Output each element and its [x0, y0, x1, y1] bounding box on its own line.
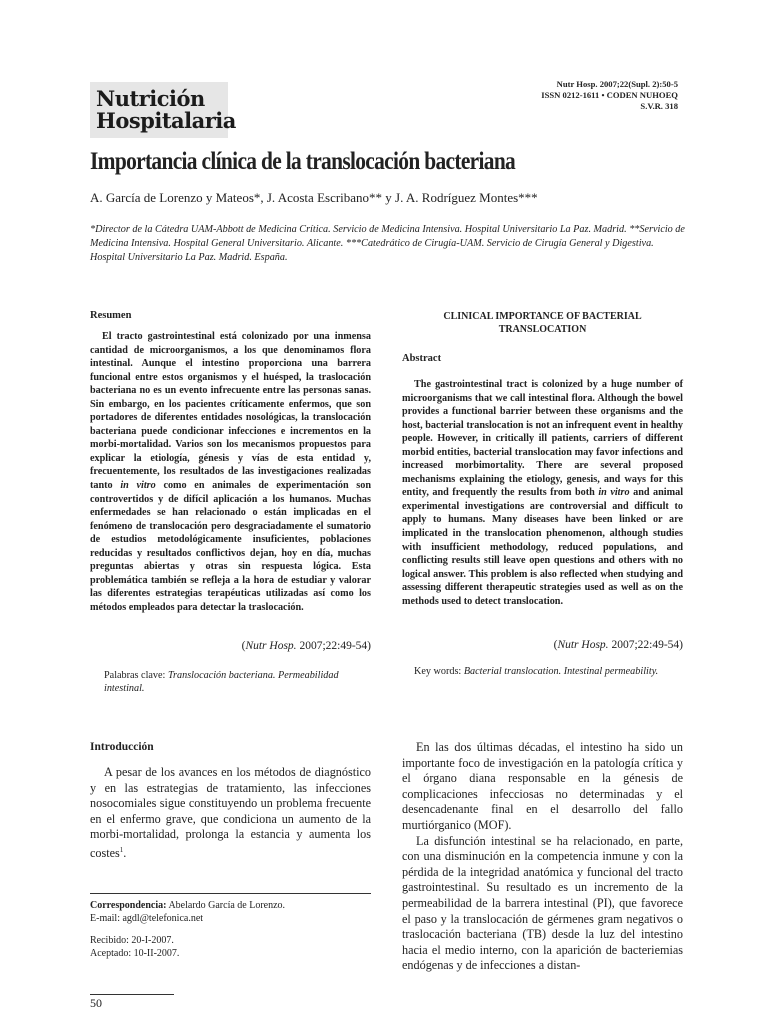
article-title: Importancia clínica de la translocación bacteriana	[90, 146, 516, 175]
footnote-ref: 1	[119, 845, 124, 854]
correspondence-name: Abelardo García de Lorenzo.	[168, 900, 286, 911]
intro-heading: Introducción	[90, 741, 154, 753]
intro-p1-end: .	[123, 846, 127, 861]
keywords-label: Palabras clave:	[104, 670, 166, 681]
resumen-text	[90, 330, 371, 614]
page-number: 50	[90, 996, 102, 1010]
abstract-keywords	[402, 665, 683, 678]
abstract-title-line1: CLINICAL IMPORTANCE OF BACTERIAL	[443, 311, 642, 322]
abstract-section	[402, 310, 683, 608]
ref-rest: 2007;22:49-54)	[296, 640, 371, 652]
correspondence	[90, 900, 371, 960]
intro-p1-text: A pesar de los avances en los métodos de diagnóstico y en las estrategias de tratamiento, las infecciones nosocomiales sigue constituyendo un problema frecuente en el enfermo grave, que condiciona un aumento de la morbi-mortalidad, prolonga la estancia y aumenta los costes	[90, 765, 371, 861]
keywords-label: Key words:	[414, 666, 462, 677]
resumen-keywords	[104, 669, 371, 695]
keywords-text: Bacterial translocation. Intestinal permeability.	[463, 666, 659, 677]
intro-right-text	[402, 740, 683, 974]
logo-line2: Hospitalaria	[96, 108, 236, 133]
ref-journal: Nutr Hosp.	[557, 639, 609, 651]
abstract-text	[402, 378, 683, 608]
abstract-heading: Abstract	[402, 353, 442, 364]
accepted-date: Aceptado: 10-II-2007.	[90, 947, 180, 959]
ref-journal: Nutr Hosp.	[245, 640, 297, 652]
page-rule	[90, 994, 174, 995]
intro-right-paragraph-2: La disfunción intestinal se ha relacionado, en parte, con una disminución en la competencia inmune y con la pérdida de la integridad anatómica y funcional del tracto gastrointestinal. Su resultado es un incremento de la permeabilidad de la barrera intestinal (PI), que favorece el paso y la translocación de gérmenes gram negativos o traslocación bacteriana (TB) desde la luz del intestino hacia el medio interno, con la aparición de bacteriemias endógenas y de infecciones a distan-	[402, 833, 683, 973]
intro-paragraph-1	[90, 765, 371, 862]
abstract-in-vitro: in vitro	[598, 487, 630, 499]
ref-open: (	[241, 640, 246, 652]
citation-line2: ISSN 0212-1611 • CODEN NUHOEQ	[541, 90, 678, 100]
correspondence-line	[90, 900, 371, 913]
authors: A. García de Lorenzo y Mateos*, J. Acosta Escribano** y J. A. Rodríguez Montes***	[90, 190, 538, 205]
citation-line1: Nutr Hosp. 2007;22(Supl. 2):50-5	[556, 79, 678, 89]
abstract-text-a: The gastrointestinal tract is colonized by a huge number of microorganisms that we call intestinal flora. Although the bowel provides a functional barrier between these organisms and the host, bacterial translocation is not an infrequent event in healthy people. However, in critically ill patients, carriers of different morbid entities, bacterial translocation may favor infections and increased morbimortality. There are several proposed mechanisms explaining the etiology, genesis, and ways for this entity, and frequently the results from both	[402, 379, 683, 499]
resumen-section	[90, 310, 371, 614]
received-date: Recibido: 20-I-2007.	[90, 935, 174, 946]
intro-right-paragraph-1: En las dos últimas décadas, el intestino ha sido un importante foco de investigación en la patología crítica y el órgano diana responsable en la génesis de complicaciones infecciosas no determinadas y el desencadenante final en el desarrollo del fallo murtiórganico (MOF).	[402, 740, 683, 832]
correspondence-email[interactable]: E-mail: agdl@telefonica.net	[90, 912, 204, 924]
resumen-heading: Resumen	[90, 310, 132, 321]
citation-line3: S.V.R. 318	[640, 101, 678, 111]
abstract-title	[402, 310, 683, 336]
intro-left-text	[90, 765, 371, 862]
ref-open: (	[553, 639, 558, 651]
abstract-reference	[402, 639, 683, 651]
abstract-title-line2: TRANSLOCATION	[498, 324, 587, 335]
keywords-text: Translocación bacteriana. Permeabilidad intestinal.	[104, 670, 339, 694]
journal-logo	[90, 82, 236, 138]
resumen-reference	[90, 640, 371, 652]
citation-block	[378, 79, 678, 112]
resumen-text-b: como en animales de experimentación son controvertidos y de difícil aplicación a los humanos. Muchas enfermedades se han relacionado o están implicadas en el fenómeno de translocación pero desgraciadamente el sumatorio de estudios metodológicamente insuficientes, poblaciones reducidas y resultados conflictivos dejan, hoy en día, muchas preguntas abiertas y otras sin respuesta lógica. Esta problemática también se refleja a la hora de estudiar y valorar las diferentes estrategias terapéuticas utilizadas así como los métodos empleados para detectar la traslocación.	[90, 480, 372, 613]
abstract-text-b: and animal experimental investigations are controversial and difficult to apply to humans. Many diseases have been linked or are implicated in the translocation phenomenon, although studies with insufficient methodology, reduced populations, and conflicting results still leave open questions and others with no logical answer. This problem is also reflected when studying and assessing different therapeutic strategies used as well as on the methods used to detect translocation.	[402, 487, 684, 607]
resumen-text-a: El tracto gastrointestinal está colonizado por una inmensa cantidad de microorganismos, a los que denominamos flora intestinal. Aunque el intestino proporciona una barrera funcional entre estos organismos y el huésped, la traslocación bacteriana no es un evento infrecuente entre las personas sanas. Sin embargo, en los pacientes críticamente enfermos, que son portadores de diferentes entidades nosológicas, la translocación bacteriana puede condicionar infecciones e incrementos en la morbi-mortalidad. Varios son los mecanismos propuestos para explicar la etiología, génesis y vías de esta entidad y, frecuentemente, los resultados de las investigaciones realizadas tanto	[90, 331, 371, 492]
ref-rest: 2007;22:49-54)	[608, 639, 683, 651]
resumen-in-vitro: in vitro	[120, 480, 156, 492]
logo-line1: Nutrición	[96, 86, 205, 111]
affiliations: *Director de la Cátedra UAM-Abbott de Medicina Crítica. Servicio de Medicina Intensiva. Hospital Universitario La Paz. Madrid. **Servicio de Medicina Intensiva. Hospital General Universitario. Alicante. ***Catedrático de Cirugía-UAM. Servicio de Cirugía General y Digestiva. Hospital Universitario La Paz. Madrid. España.	[90, 224, 685, 263]
footnote-rule	[90, 893, 371, 894]
correspondence-label: Correspondencia:	[90, 900, 167, 911]
